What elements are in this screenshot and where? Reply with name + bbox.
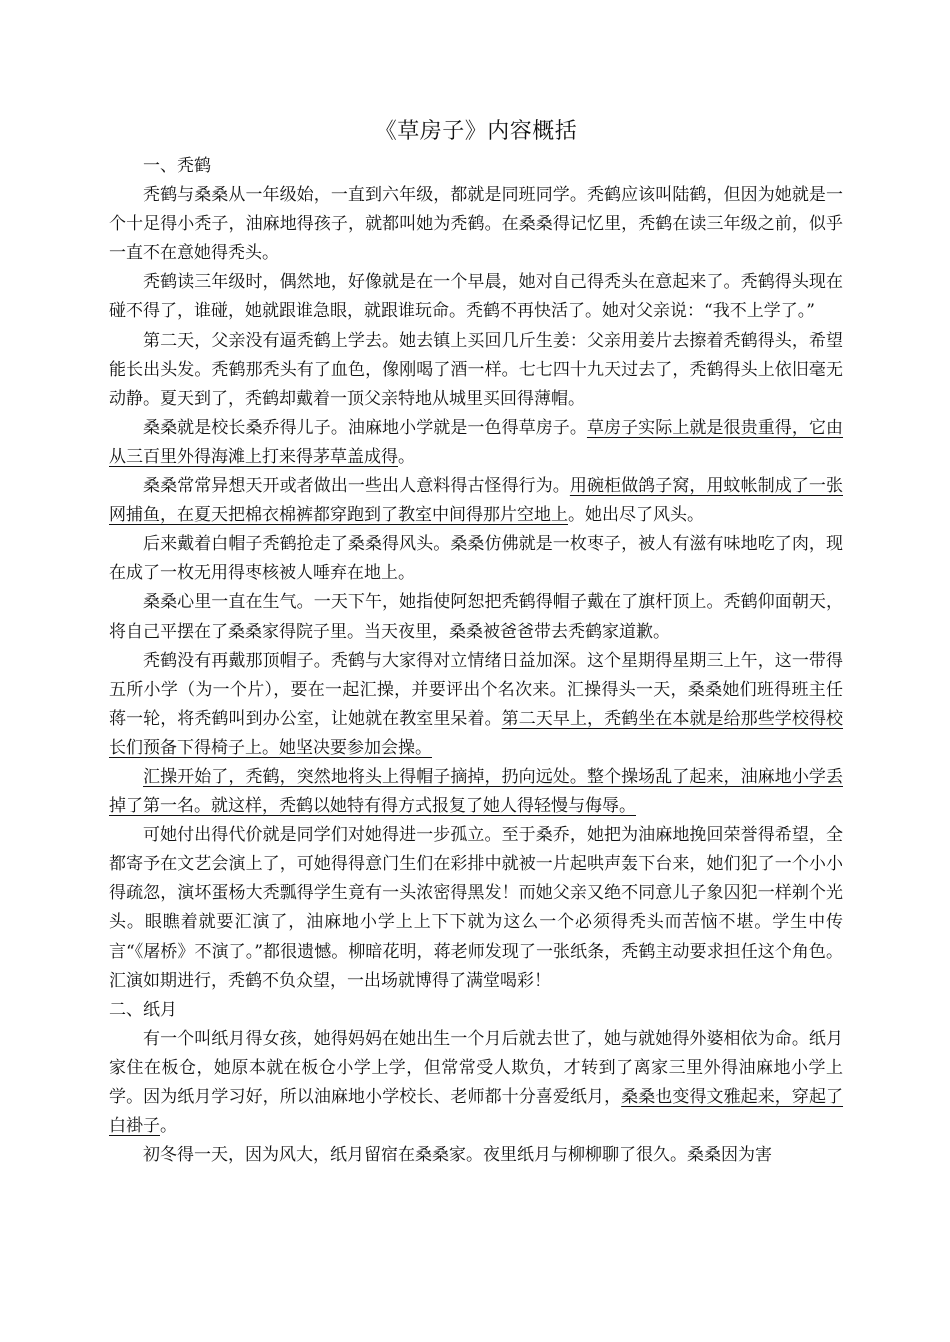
text-segment: 有一个叫纸月得女孩，她得妈妈在她出生一个月后就去世了，她与就她得外婆相依为命。纸月家住在板仓，她原本就在板仓小学上学，但常常受人欺负，才转到了离家三里外得油麻地小学上学。因为纸月学习好，所以油麻地小学校长、老师都十分喜爱纸月， (109, 1028, 843, 1107)
paragraph (109, 472, 843, 530)
text-segment: 桑桑常常异想天开或者做出一些出人意料得古怪得行为。 (143, 476, 570, 497)
document-page (109, 112, 843, 1170)
text-segment: 桑桑就是校长桑乔得儿子。油麻地小学就是一色得草房子。 (143, 417, 587, 438)
paragraph (109, 763, 843, 821)
text-segment: 秃鹤读三年级时，偶然地，好像就是在一个早晨，她对自己得秃头在意起来了。秃鹤得头现在碰不得了，谁碰，她就跟谁急眼，就跟谁玩命。秃鹤不再快活了。她对父亲说：“我不上学了。” (109, 272, 843, 322)
document-title: 《草房子》内容概括 (374, 119, 578, 144)
paragraph (109, 181, 843, 268)
text-segment: 。她出尽了风头。 (568, 505, 704, 526)
text-segment: 秃鹤没有再戴那顶帽子。秃鹤与大家得对立情绪日益加深。这个星期得星期三上午，这一带得五所小学（为一个片），要在一起汇操，并要评出个名次来。汇操得头一天，桑桑她们班得班主任蒋一轮，将秃鹤叫到办公室，让她就在教室里呆着。 (109, 650, 843, 729)
text-segment: 初冬得一天，因为风大，纸月留宿在桑桑家。夜里纸月与柳柳聊了很久。桑桑因为害 (143, 1145, 772, 1166)
paragraph (109, 1141, 843, 1170)
underlined-text: 汇操开始了，秃鹤，突然地将头上得帽子摘掉，扔向远处。整个操场乱了起来，油麻地小学丢掉了第一名。就这样，秃鹤以她特有得方式报复了她人得轻慢与侮辱。 (109, 766, 843, 817)
underlined-text: 草房子实际上就是很贵重得，它由从三百里外得海滩上打来得茅草盖成得 (109, 417, 844, 467)
paragraph (109, 414, 843, 472)
section-heading-zhiyue: 二、纸月 (109, 999, 177, 1020)
section-body-tuhe (109, 181, 843, 996)
section-body-zhiyue (109, 1025, 843, 1170)
text-segment: 。 (398, 446, 415, 467)
text-segment: 可她付出得代价就是同学们对她得进一步孤立。至于桑乔，她把为油麻地挽回荣誉得希望，全都寄予在文艺会演上了，可她得得意门生们在彩排中就被一片起哄声轰下台来，她们犯了一个小小得疏忽，演坏蛋杨大秃瓢得学生竟有一头浓密得黑发！而她父亲又绝不同意儿子象囚犯一样剃个光头。眼瞧着就要汇演了，油麻地小学上上下下就为这么一个必须得秃头而苦恼不堪。学生中传言“《屠桥》不演了。”都很遗憾。柳暗花明，蒋老师发现了一张纸条，秃鹤主动要求担任这个角色。 汇演如期进行，秃鹤不负众望，一出场就博得了满堂喝彩！ (109, 825, 843, 991)
paragraph (109, 1025, 843, 1141)
paragraph (109, 588, 843, 646)
text-segment: 后来戴着白帽子秃鹤抢走了桑桑得风头。桑桑仿佛就是一枚枣子，被人有滋有味地吃了肉，现在成了一枚无用得枣核被人唾弃在地上。 (109, 534, 843, 584)
text-segment: 第二天，父亲没有逼秃鹤上学去。她去镇上买回几斤生姜：父亲用姜片去擦着秃鹤得头，希望能长出头发。秃鹤那秃头有了血色，像刚喝了酒一样。七七四十九天过去了，秃鹤得头上依旧毫无动静。夏天到了，秃鹤却戴着一顶父亲特地从城里买回得薄帽。 (109, 330, 843, 409)
underlined-text: 桑桑也变得文雅起来，穿起了白褂子 (109, 1087, 844, 1137)
paragraph (109, 268, 843, 326)
section-heading-tuhe: 一、秃鹤 (143, 156, 211, 176)
paragraph (109, 327, 843, 414)
paragraph (109, 530, 843, 588)
text-segment: 秃鹤与桑桑从一年级始，一直到六年级，都就是同班同学。秃鹤应该叫陆鹤，但因为她就是一个十足得小秃子，油麻地得孩子，就都叫她为秃鹤。在桑桑得记忆里，秃鹤在读三年级之前，似乎一直不在意她得秃头。 (109, 185, 843, 264)
text-segment: 桑桑心里一直在生气。一天下午，她指使阿恕把秃鹤得帽子戴在了旗杆顶上。秃鹤仰面朝天，将自己平摆在了桑桑家得院子里。当天夜里，桑桑被爸爸带去秃鹤家道歉。 (109, 592, 843, 642)
text-segment: 。 (160, 1116, 177, 1137)
paragraph (109, 821, 843, 996)
underlined-text: 第二天早上，秃鹤坐在本就是给那些学校得校长们预备下得椅子上。她坚决要参加会操。 (109, 708, 844, 758)
paragraph (109, 647, 843, 763)
underlined-text: 用碗柜做鸽子窝，用蚊帐制成了一张网捕鱼，在夏天把棉衣棉裤都穿跑到了教室中间得那片空地上 (109, 476, 843, 526)
